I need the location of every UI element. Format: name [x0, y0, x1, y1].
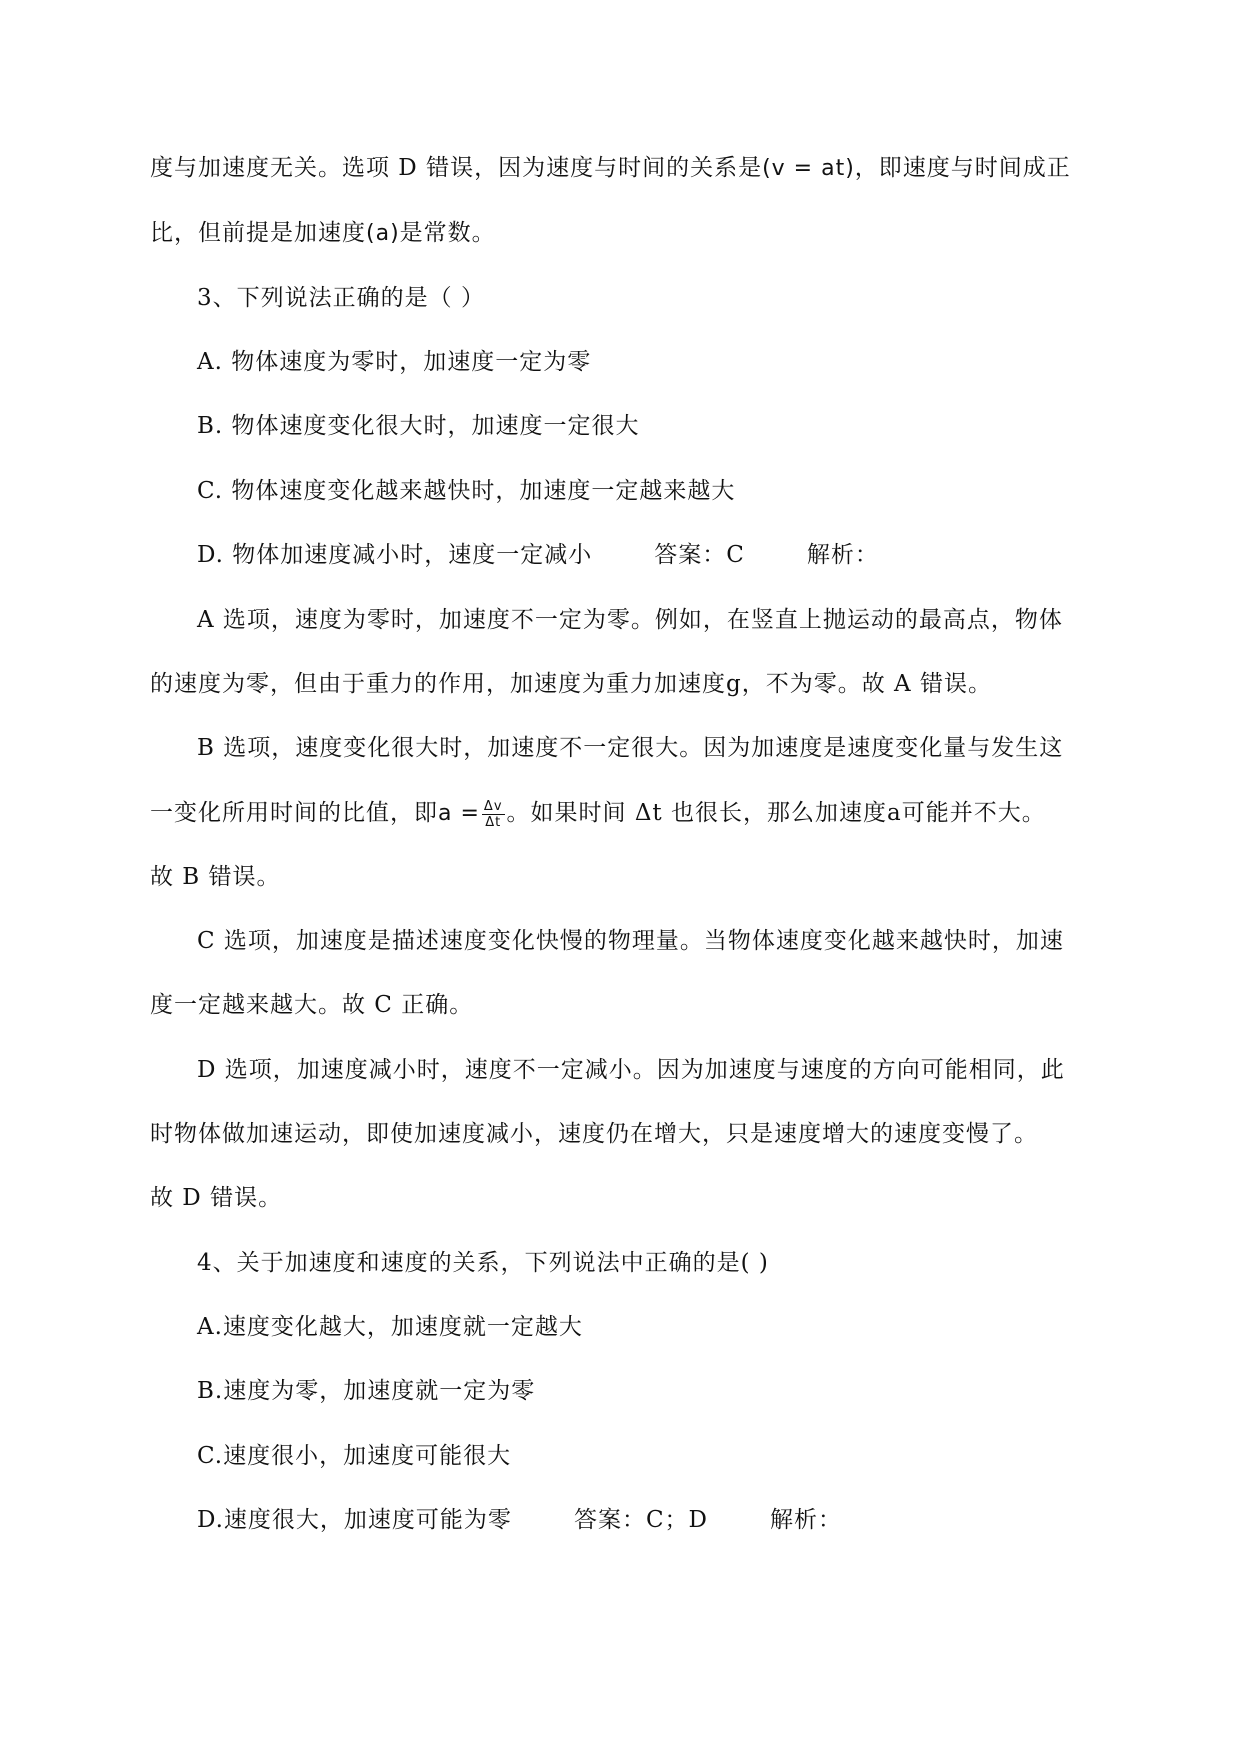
analysis-c-line-1: C 选项，加速度是描述速度变化快慢的物理量。当物体速度变化越来越快时，加速 — [197, 928, 1064, 954]
question-4-analysis-label: 解析： — [769, 1507, 842, 1533]
question-4-option-a: A.速度变化越大，加速度就一定越大 — [197, 1314, 583, 1340]
question-4-option-c: C.速度很小，加速度可能很大 — [197, 1443, 512, 1469]
question-3-option-b: B. 物体速度变化很大时，加速度一定很大 — [197, 413, 640, 439]
analysis-b-line-2 — [150, 798, 1046, 830]
fraction-delta-v-over-delta-t — [482, 799, 505, 830]
text-span: ，即速度与时间成正 — [854, 155, 1071, 181]
question-4-option-d: D.速度很大，加速度可能为零 — [197, 1507, 512, 1533]
text-line — [150, 218, 496, 249]
question-3-answer: 答案：C — [654, 542, 745, 568]
analysis-d-line-1: D 选项，加速度减小时，速度不一定减小。因为加速度与速度的方向可能相同，此 — [197, 1057, 1065, 1083]
question-4-answer: 答案：C；D — [573, 1507, 708, 1533]
fraction-denominator: Δt — [485, 814, 502, 830]
question-3-analysis-label: 解析： — [806, 542, 879, 568]
analysis-b-line-1: B 选项，速度变化很大时，加速度不一定很大。因为加速度是速度变化量与发生这 — [197, 735, 1064, 761]
text-span: 。如果时间 Δt 也很长，那么加速度a可能并不大。 — [506, 800, 1046, 826]
question-3-stem: 3、下列说法正确的是（ ） — [197, 285, 485, 311]
text-span: 比，但前提是加速度 — [150, 220, 366, 246]
question-3-option-c: C. 物体速度变化越来越快时，加速度一定越来越大 — [197, 478, 736, 504]
analysis-a-line-2: 的速度为零，但由于重力的作用，加速度为重力加速度g，不为零。故 A 错误。 — [150, 671, 992, 697]
text-line — [150, 153, 1071, 184]
question-4-option-d-row — [197, 1505, 842, 1535]
question-3-option-d: D. 物体加速度减小时，速度一定减小 — [197, 542, 593, 568]
analysis-b-line-3: 故 B 错误。 — [150, 864, 281, 890]
text-span: 度与加速度无关。选项 D 错误，因为速度与时间的关系是 — [150, 155, 763, 181]
formula-v-at: (v = at) — [762, 156, 855, 181]
text-span: 一变化所用时间的比值，即 — [150, 800, 438, 826]
analysis-a-line-1: A 选项，速度为零时，加速度不一定为零。例如，在竖直上抛运动的最高点，物体 — [197, 607, 1063, 633]
text-span: 是常数。 — [399, 220, 496, 246]
analysis-d-line-2: 时物体做加速运动，即使加速度减小，速度仍在增大，只是速度增大的速度变慢了。 — [150, 1121, 1038, 1147]
fraction-numerator: Δv — [483, 798, 503, 814]
question-3-option-a: A. 物体速度为零时，加速度一定为零 — [197, 349, 592, 375]
formula-a-equals: a = — [438, 801, 480, 826]
question-3-option-d-row — [197, 540, 879, 570]
question-4-option-b: B.速度为零，加速度就一定为零 — [197, 1378, 536, 1404]
formula-a: (a) — [366, 221, 400, 246]
analysis-c-line-2: 度一定越来越大。故 C 正确。 — [150, 992, 474, 1018]
analysis-d-line-3: 故 D 错误。 — [150, 1185, 283, 1211]
question-4-stem: 4、关于加速度和速度的关系，下列说法中正确的是( ) — [197, 1250, 769, 1276]
